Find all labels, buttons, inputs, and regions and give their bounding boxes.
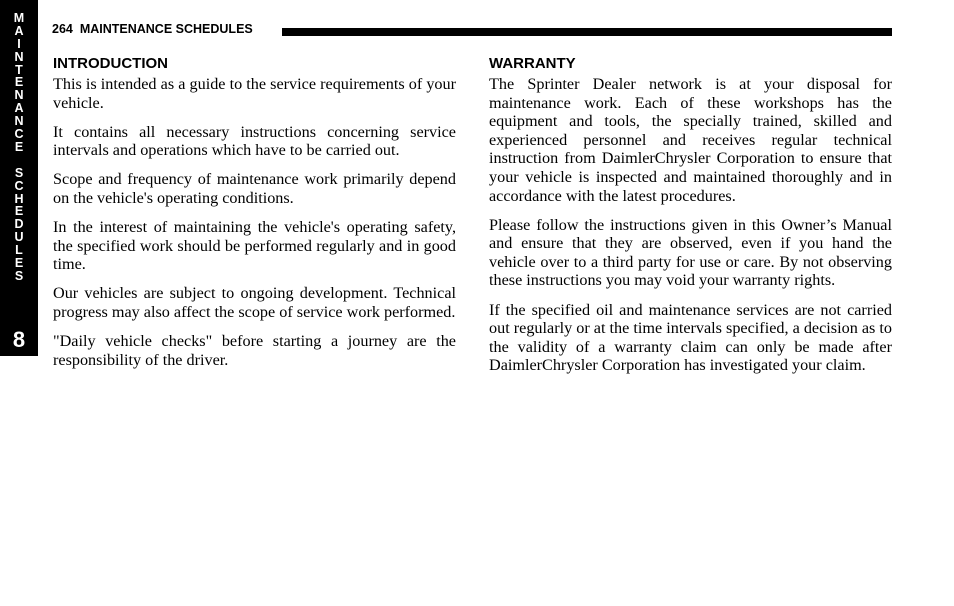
- introduction-column: [53, 54, 456, 380]
- warranty-heading: WARRANTY: [489, 55, 576, 72]
- paragraph: Please follow the instructions given in this Owner’s Manual and ensure that they are observed, even if you hand the vehicle over to a third party for use or care. By not observing these instructions you may void your warranty rights.: [489, 215, 892, 290]
- paragraph: If the specified oil and maintenance services are not carried out regularly or at the time intervals specified, a decision as to the validity of a warranty claim can only be made after DaimlerChrysler Corporation has investigated your claim.: [489, 300, 892, 375]
- chapter-number: 8: [12, 327, 26, 352]
- paragraph: This is intended as a guide to the service requirements of your vehicle.: [53, 75, 456, 112]
- side-letter: N: [14, 49, 24, 64]
- side-letter: E: [14, 204, 24, 219]
- side-letter: A: [14, 23, 24, 38]
- side-letter: C: [14, 127, 24, 142]
- paragraph: The Sprinter Dealer network is at your disposal for maintenance work. Each of these workshops has the equipment and tools, the specially trained, skilled and experienced personnel and receives regular technical instruction from DaimlerChrysler Corporation to ensure that your vehicle is inspected and maintained thoroughly and in accordance with the latest procedures.: [489, 75, 892, 205]
- page-number: 264: [52, 22, 73, 36]
- side-letter: E: [14, 256, 24, 271]
- chapter-side-tab: [0, 0, 38, 356]
- side-letter: N: [14, 88, 24, 103]
- side-letter: N: [14, 114, 24, 129]
- chapter-side-letters: [0, 12, 38, 283]
- paragraph: Scope and frequency of maintenance work primarily depend on the vehicle's operating conditions.: [53, 170, 456, 207]
- paragraph: In the interest of maintaining the vehicle's operating safety, the specified work should be performed regularly and in good time.: [53, 218, 456, 274]
- side-letter-gap: [0, 154, 38, 167]
- side-letter: L: [15, 243, 23, 258]
- side-letter: C: [14, 178, 24, 193]
- side-letter: E: [14, 139, 24, 154]
- side-letter: M: [13, 11, 25, 25]
- header-rule: [282, 28, 892, 36]
- side-letter: H: [14, 191, 24, 206]
- warranty-column: [489, 54, 892, 385]
- paragraph: "Daily vehicle checks" before starting a journey are the responsibility of the driver.: [53, 332, 456, 369]
- side-letter: E: [14, 75, 24, 90]
- side-letter: S: [14, 165, 24, 180]
- paragraph: Our vehicles are subject to ongoing development. Technical progress may also affect the scope of service work performed.: [53, 284, 456, 321]
- side-letter: S: [14, 268, 24, 283]
- paragraph: It contains all necessary instructions concerning service intervals and operations which have to be carried out.: [53, 122, 456, 160]
- side-letter: A: [14, 101, 24, 116]
- introduction-heading: INTRODUCTION: [53, 55, 168, 72]
- side-letter: I: [17, 36, 21, 51]
- side-letter: T: [15, 62, 23, 77]
- page-header: [52, 22, 253, 36]
- side-letter: D: [14, 217, 24, 232]
- side-letter: U: [14, 230, 24, 245]
- section-title: MAINTENANCE SCHEDULES: [79, 22, 253, 36]
